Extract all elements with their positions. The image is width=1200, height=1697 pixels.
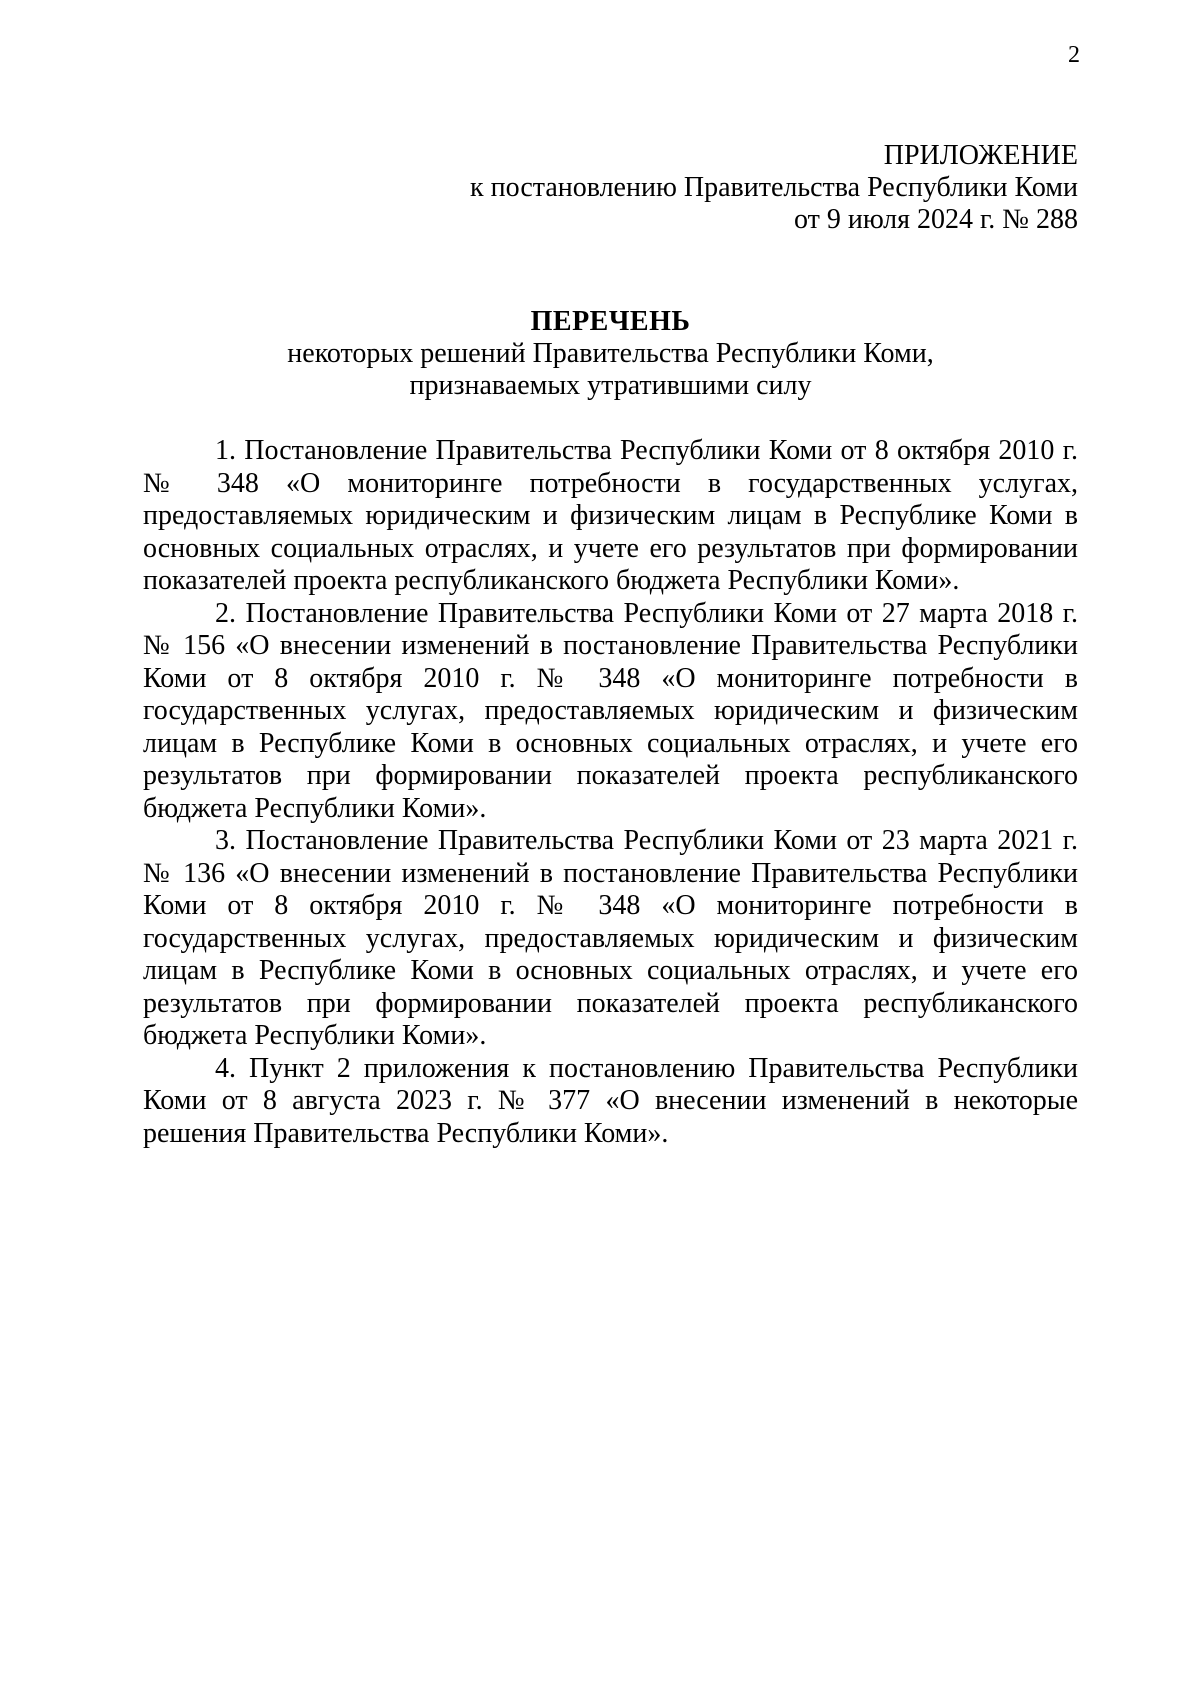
list-item: 1. Постановление Правительства Республики Коми от 8 октября 2010 г. № 348 «О мониторинге потребности в государственных услугах, предоставляемых юридическим и физическим лицам в Республике Коми в основных социальных отраслях, и учете его результатов при формировании показателей проекта республиканского бюджета Республики Коми». [143, 435, 1078, 596]
list-item: 3. Постановление Правительства Республики Коми от 23 марта 2021 г. № 136 «О внесении изменений в постановление Правительства Республики Коми от 8 октября 2010 г. № 348 «О мониторинге потребности в государственных услугах, предоставляемых юридическим и физическим лицам в Республике Коми в основных социальных отраслях, и учете его результатов при формировании показателей проекта республиканского бюджета Республики Коми». [143, 825, 1078, 1051]
document-subtitle-line1: некоторых решений Правительства Республики Коми, [287, 338, 934, 369]
page-number: 2 [1068, 42, 1080, 68]
document-title: ПЕРЕЧЕНЬ [530, 306, 691, 337]
document-title-block [143, 306, 1078, 402]
appendix-resolution-ref: к постановлению Правительства Республики Коми [470, 172, 1078, 203]
appendix-resolution-date: от 9 июля 2024 г. № 288 [794, 204, 1078, 235]
document-subtitle-line2: признаваемых утратившими силу [409, 370, 812, 401]
list-item: 2. Постановление Правительства Республики Коми от 27 марта 2018 г. № 156 «О внесении изменений в постановление Правительства Республики Коми от 8 октября 2010 г. № 348 «О мониторинге потребности в государственных услугах, предоставляемых юридическим и физическим лицам в Республике Коми в основных социальных отраслях, и учете его результатов при формировании показателей проекта республиканского бюджета Республики Коми». [143, 597, 1078, 824]
list-item: 4. Пункт 2 приложения к постановлению Правительства Республики Коми от 8 августа 2023 г. № 377 «О внесении изменений в некоторые решения Правительства Республики Коми». [143, 1052, 1078, 1149]
appendix-header [378, 140, 1078, 236]
appendix-label: ПРИЛОЖЕНИЕ [883, 140, 1078, 171]
document-body [143, 435, 1078, 1150]
